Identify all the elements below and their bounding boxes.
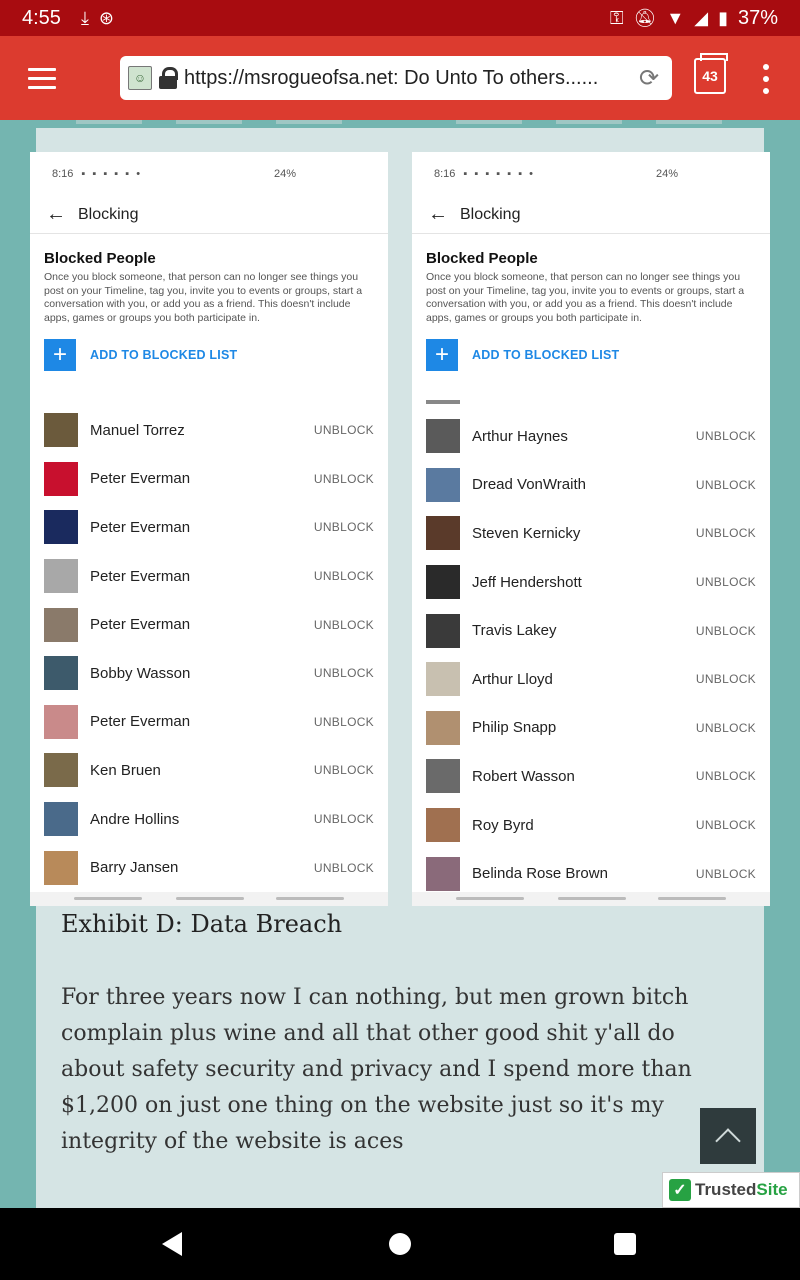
unblock-button: UNBLOCK bbox=[313, 471, 374, 486]
wifi-icon: ▼ bbox=[666, 7, 685, 28]
unblock-button: UNBLOCK bbox=[313, 860, 374, 875]
avatar bbox=[44, 413, 78, 447]
unblock-button: UNBLOCK bbox=[695, 477, 756, 492]
avatar bbox=[44, 462, 78, 496]
site-label: Site bbox=[756, 1180, 788, 1199]
system-nav-bar bbox=[0, 1208, 800, 1280]
back-arrow-icon: ← bbox=[46, 203, 66, 225]
blocked-people-list bbox=[30, 406, 388, 892]
top-decoration bbox=[36, 120, 764, 128]
trusted-site-badge[interactable] bbox=[662, 1172, 800, 1208]
plus-icon: + bbox=[426, 339, 458, 371]
unblock-button: UNBLOCK bbox=[313, 763, 374, 778]
status-time: 4:55 bbox=[22, 6, 61, 29]
avatar bbox=[44, 656, 78, 690]
recents-icon[interactable] bbox=[614, 1233, 636, 1255]
person-name: Peter Everman bbox=[90, 518, 191, 536]
overflow-menu-button[interactable] bbox=[758, 64, 774, 94]
lock-icon bbox=[158, 66, 178, 90]
blocked-people-description: Once you block someone, that person can no longer see things you post on your Timeline, tag you, invite you to events or groups, start a conversation with you, or add you as a friend. This doesn't include apps, games or groups you both participate in. bbox=[44, 271, 363, 324]
phone-nav-bar bbox=[30, 892, 388, 906]
person-name: Bobby Wasson bbox=[90, 664, 191, 682]
avatar bbox=[44, 753, 78, 787]
phone-status-time: 8:16 bbox=[434, 168, 456, 180]
exhibit-heading: Exhibit D: Data Breach bbox=[61, 910, 343, 938]
add-to-blocked-list-label: ADD TO BLOCKED LIST bbox=[472, 348, 620, 362]
blocked-person-row bbox=[30, 503, 388, 552]
person-name: Robert Wasson bbox=[472, 767, 575, 785]
person-name: Steven Kernicky bbox=[472, 524, 581, 542]
avatar bbox=[426, 759, 460, 793]
blocked-people-heading: Blocked People bbox=[426, 250, 538, 267]
blocked-person-row bbox=[30, 746, 388, 795]
avatar bbox=[44, 559, 78, 593]
blocked-person-row bbox=[30, 843, 388, 892]
person-name: Peter Everman bbox=[90, 616, 191, 634]
person-name: Peter Everman bbox=[90, 470, 191, 488]
blocked-person-row bbox=[412, 412, 770, 461]
person-name: Andre Hollins bbox=[90, 810, 180, 828]
blocked-person-row bbox=[30, 600, 388, 649]
unblock-button: UNBLOCK bbox=[695, 429, 756, 444]
avatar bbox=[426, 516, 460, 550]
scroll-to-top-button[interactable] bbox=[700, 1108, 756, 1164]
person-name: Jeff Hendershott bbox=[472, 573, 582, 591]
avatar bbox=[426, 565, 460, 599]
person-name: Dread VonWraith bbox=[472, 476, 586, 494]
avatar bbox=[426, 614, 460, 648]
screenshot-blocked-list-2: 8:16 ▪ ▪ ▪ ▪ ▪ ▪ • 24% ← Blocking Blocked People Once you block someone, that person can no longer see things you post on your Timeline, tag you, invite you to events or groups, start a conversation with you, or add you as a friend. This doesn't include apps, games or groups you both participate in. + ADD TO BLOCKED LIST Arthur Haynes UNBLOCK Dread VonWraith UNBLOCK Steven Kernicky UNBLOCK Jeff Hendershott UNBLOCK Travis Lakey UNBLOCK Arthur Lloyd UNBLOCK Philip Snapp UNBLOCK Robert Wasson UNBLOCK Roy Byrd UNBLOCK Belinda Rose Brown UNBLOCK bbox=[412, 152, 770, 906]
avatar bbox=[44, 510, 78, 544]
unblock-button: UNBLOCK bbox=[313, 714, 374, 729]
menu-button[interactable] bbox=[0, 36, 84, 120]
phone-status-battery: 24% bbox=[655, 168, 678, 180]
blocked-person-row bbox=[412, 509, 770, 558]
person-name: Peter Everman bbox=[90, 713, 191, 731]
site-favicon-icon: ☺ bbox=[128, 66, 152, 90]
avatar bbox=[426, 857, 460, 891]
avatar bbox=[426, 808, 460, 842]
blocked-person-row bbox=[30, 698, 388, 747]
unblock-button: UNBLOCK bbox=[313, 520, 374, 535]
web-page bbox=[0, 120, 800, 1208]
person-name: Manuel Torrez bbox=[90, 421, 185, 439]
avatar bbox=[426, 468, 460, 502]
unblock-button: UNBLOCK bbox=[695, 818, 756, 833]
phone-nav-bar bbox=[412, 892, 770, 906]
tab-switcher-button[interactable]: 43 bbox=[694, 58, 726, 94]
avatar bbox=[426, 662, 460, 696]
avatar bbox=[44, 802, 78, 836]
browser-toolbar bbox=[0, 36, 800, 120]
download-icon: ⤓ bbox=[80, 7, 89, 28]
person-name: Arthur Haynes bbox=[472, 427, 568, 445]
unblock-button: UNBLOCK bbox=[313, 617, 374, 632]
blocked-people-description: Once you block someone, that person can no longer see things you post on your Timeline, tag you, invite you to events or groups, start a conversation with you, or add you as a friend. This doesn't include apps, games or groups you both participate in. bbox=[426, 271, 745, 324]
signal-icon: ◢ bbox=[694, 7, 709, 28]
avatar bbox=[44, 851, 78, 885]
blocked-person-row bbox=[412, 704, 770, 753]
blocked-person-row bbox=[30, 455, 388, 504]
blocking-title: Blocking bbox=[78, 205, 139, 223]
add-to-blocked-list-label: ADD TO BLOCKED LIST bbox=[90, 348, 238, 362]
blocked-person-row bbox=[412, 752, 770, 801]
blocked-person-row bbox=[412, 655, 770, 704]
battery-level: 37% bbox=[737, 6, 778, 29]
unblock-button: UNBLOCK bbox=[313, 423, 374, 438]
blocked-person-row bbox=[412, 461, 770, 510]
unblock-button: UNBLOCK bbox=[313, 569, 374, 584]
blocked-person-row bbox=[30, 795, 388, 844]
avatar bbox=[426, 419, 460, 453]
back-icon[interactable] bbox=[162, 1232, 182, 1256]
home-icon[interactable] bbox=[389, 1233, 411, 1255]
trusted-label: Trusted bbox=[695, 1180, 757, 1199]
blocked-people-list bbox=[412, 412, 770, 898]
phone-status-time: 8:16 bbox=[52, 168, 74, 180]
unblock-button: UNBLOCK bbox=[695, 769, 756, 784]
chevron-up-icon bbox=[715, 1128, 740, 1153]
blocked-person-row bbox=[412, 558, 770, 607]
blocked-person-row bbox=[30, 649, 388, 698]
add-to-blocked-list bbox=[412, 339, 770, 371]
screenshot-blocked-list-1: 8:16 ▪ ▪ ▪ ▪ ▪ • 24% ← Blocking Blocked People Once you block someone, that person can no longer see things you post on your Timeline, tag you, invite you to events or groups, start a conversation with you, or add you as a friend. This doesn't include apps, games or groups you both participate in. + ADD TO BLOCKED LIST Manuel Torrez UNBLOCK Peter Everman UNBLOCK Peter Everman UNBLOCK Peter Everman UNBLOCK Peter Everman UNBLOCK Bobby Wasson UNBLOCK Peter Everman UNBLOCK Ken Bruen UNBLOCK Andre Hollins UNBLOCK Barry Jansen UNBLOCK bbox=[30, 152, 388, 906]
article-paragraph: For three years now I can nothing, but men grown bitch complain plus wine and all that other good shit y'all do about safety security and privacy and I spend more than $1,200 on just one thing on the website just so it's my integrity of the website is aces bbox=[61, 985, 692, 1154]
mute-icon: 🔕︎ bbox=[633, 7, 657, 28]
person-name: Philip Snapp bbox=[472, 719, 557, 737]
unblock-button: UNBLOCK bbox=[695, 623, 756, 638]
unblock-button: UNBLOCK bbox=[695, 575, 756, 590]
key-icon: ⚿ bbox=[609, 7, 624, 28]
person-name: Belinda Rose Brown bbox=[472, 865, 608, 883]
unblock-button: UNBLOCK bbox=[313, 812, 374, 827]
vpn-icon: ⊛ bbox=[98, 7, 114, 28]
back-arrow-icon: ← bbox=[428, 203, 448, 225]
refresh-icon[interactable]: ⟳ bbox=[638, 64, 660, 92]
checkmark-icon: ✓ bbox=[669, 1179, 691, 1201]
phone-status-battery: 24% bbox=[273, 168, 296, 180]
add-to-blocked-list bbox=[30, 339, 388, 371]
avatar bbox=[44, 705, 78, 739]
blocked-person-row bbox=[30, 552, 388, 601]
blocked-person-row bbox=[412, 801, 770, 850]
person-name: Travis Lakey bbox=[472, 622, 557, 640]
person-name: Barry Jansen bbox=[90, 859, 179, 877]
person-name: Arthur Lloyd bbox=[472, 670, 553, 688]
plus-icon: + bbox=[44, 339, 76, 371]
person-name: Peter Everman bbox=[90, 567, 191, 585]
cut-off-row bbox=[426, 400, 460, 404]
unblock-button: UNBLOCK bbox=[313, 666, 374, 681]
person-name: Roy Byrd bbox=[472, 816, 534, 834]
blocked-person-row bbox=[412, 606, 770, 655]
blocked-person-row bbox=[30, 406, 388, 455]
status-bar bbox=[0, 0, 800, 36]
avatar bbox=[44, 608, 78, 642]
unblock-button: UNBLOCK bbox=[695, 720, 756, 735]
blocked-people-heading: Blocked People bbox=[44, 250, 156, 267]
person-name: Ken Bruen bbox=[90, 761, 161, 779]
battery-icon: ▮ bbox=[718, 7, 728, 28]
avatar bbox=[426, 711, 460, 745]
url-text[interactable]: https://msrogueofsa.net: Do Unto To others...... bbox=[184, 66, 599, 89]
blocking-title: Blocking bbox=[460, 205, 521, 223]
unblock-button: UNBLOCK bbox=[695, 526, 756, 541]
url-bar[interactable] bbox=[120, 56, 672, 100]
unblock-button: UNBLOCK bbox=[695, 866, 756, 881]
unblock-button: UNBLOCK bbox=[695, 672, 756, 687]
blocked-person-row bbox=[412, 849, 770, 898]
